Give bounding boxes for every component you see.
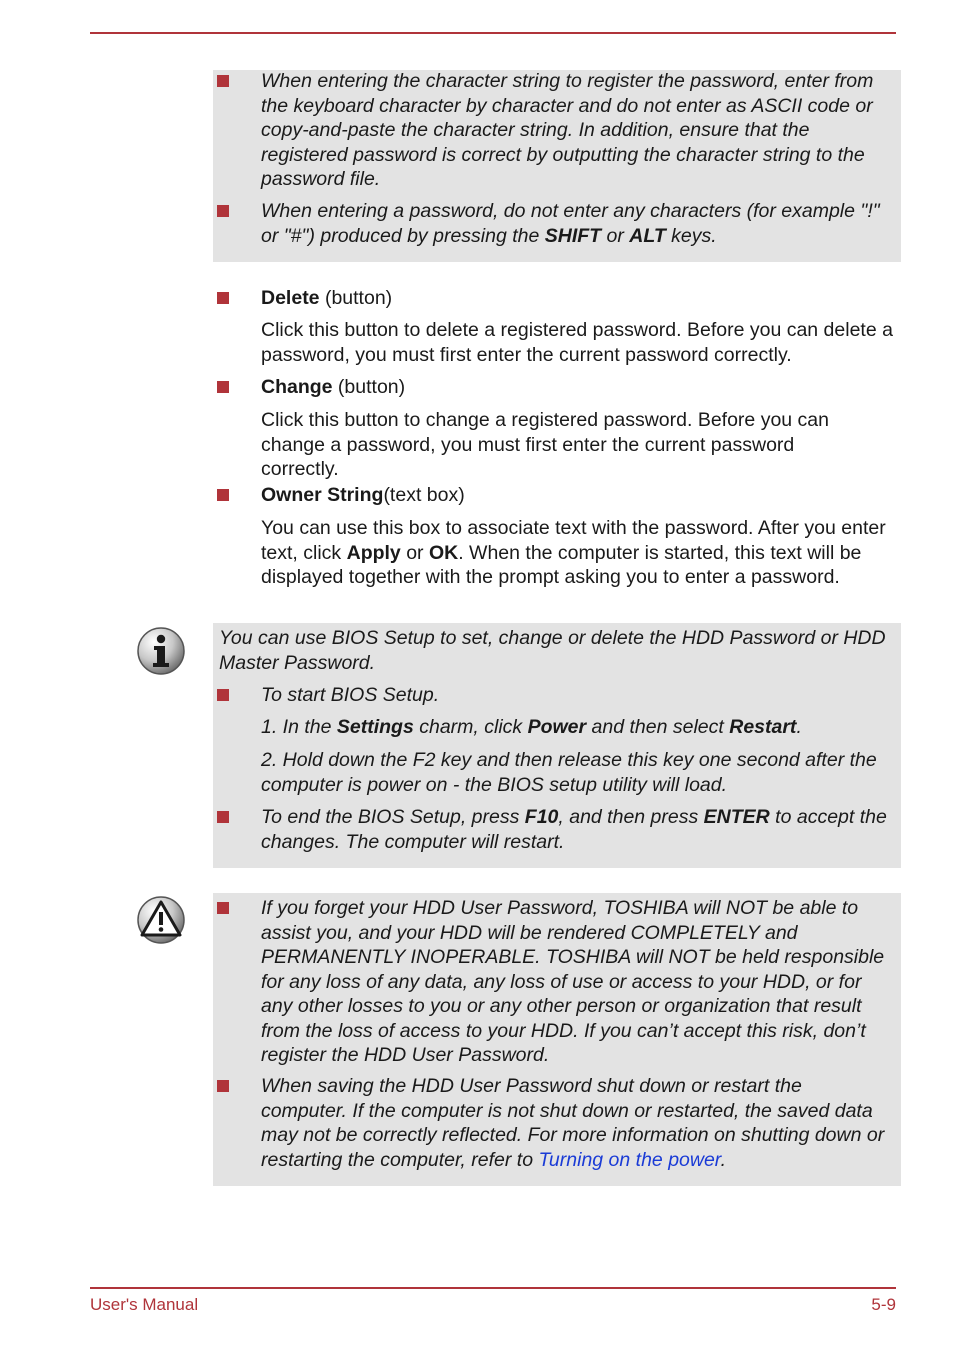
turning-on-power-link[interactable]: Turning on the power bbox=[538, 1148, 721, 1171]
list-item-owner-string: Owner String(text box) bbox=[261, 483, 897, 508]
footer-rule bbox=[90, 1287, 896, 1289]
bullet-square bbox=[217, 811, 229, 823]
warning-icon bbox=[136, 895, 186, 945]
bullet-square bbox=[217, 1080, 229, 1092]
warning-box bbox=[213, 893, 901, 1186]
bullet-square bbox=[217, 689, 229, 701]
header-rule bbox=[90, 32, 896, 34]
bullet-square bbox=[217, 902, 229, 914]
delete-description: Click this button to delete a registered password. Before you can delete a password, you must first enter the current password correctly. bbox=[261, 319, 893, 366]
list-item: To end the BIOS Setup, press F10, and then press ENTER to accept the changes. The computer will restart. bbox=[261, 805, 897, 854]
note-box bbox=[213, 623, 901, 868]
step-1: 1. In the Settings charm, click Power and then select Restart. bbox=[261, 716, 802, 738]
list-item-delete: Delete (button) bbox=[261, 286, 897, 311]
bullet-square bbox=[217, 489, 229, 501]
owner-string-label: Owner String bbox=[261, 484, 384, 506]
list-item: When entering a password, do not enter any characters (for example "!" or "#") produced by pressing the SHIFT or ALT keys. bbox=[261, 199, 897, 248]
list-item: When entering the character string to register the password, enter from the keyboard character by character and do not enter as ASCII code or copy-and-paste the character string. In addition, ensure that the registered password is correct by outputting the character string to the password file. bbox=[261, 69, 897, 192]
list-item: If you forget your HDD User Password, TOSHIBA will NOT be able to assist you, and your HDD will be rendered COMPLETELY and PERMANENTLY INOPERABLE. TOSHIBA will NOT be held responsible for any loss of any data, any loss of use or access to your HDD, or for any other losses to you or any other person or organization that result from the loss of access to your HDD. If you can’t accept this risk, don’t register the HDD User Password. bbox=[261, 896, 897, 1068]
list-item-change: Change (button) bbox=[261, 375, 897, 400]
info-icon bbox=[136, 626, 186, 676]
step-2: 2. Hold down the F2 key and then release this key one second after the computer is power on - the BIOS setup utility will load. bbox=[261, 749, 877, 796]
caution-box bbox=[213, 70, 901, 262]
list-item: To start BIOS Setup. bbox=[261, 683, 897, 708]
bullet-square bbox=[217, 292, 229, 304]
footer-page-number: 5-9 bbox=[871, 1295, 896, 1314]
bullet-square bbox=[217, 205, 229, 217]
change-label: Change bbox=[261, 376, 333, 398]
owner-string-description: You can use this box to associate text with the password. After you enter text, click Apply or OK. When the computer is started, this text will be displayed together with the prompt asking you to enter a password. bbox=[261, 517, 886, 588]
note-intro: You can use BIOS Setup to set, change or delete the HDD Password or HDD Master Password. bbox=[219, 627, 886, 674]
bullet-square bbox=[217, 381, 229, 393]
footer-manual-title: User's Manual bbox=[90, 1295, 199, 1314]
delete-label: Delete bbox=[261, 287, 320, 309]
change-description: Click this button to change a registered password. Before you can change a password, you must first enter the current password correctly. bbox=[261, 409, 829, 480]
bullet-square bbox=[217, 75, 229, 87]
list-item: When saving the HDD User Password shut down or restart the computer. If the computer is not shut down or restarted, the saved data may not be correctly reflected. For more information on shutting down or restarting the computer, refer to Turning on the power. bbox=[261, 1074, 886, 1172]
